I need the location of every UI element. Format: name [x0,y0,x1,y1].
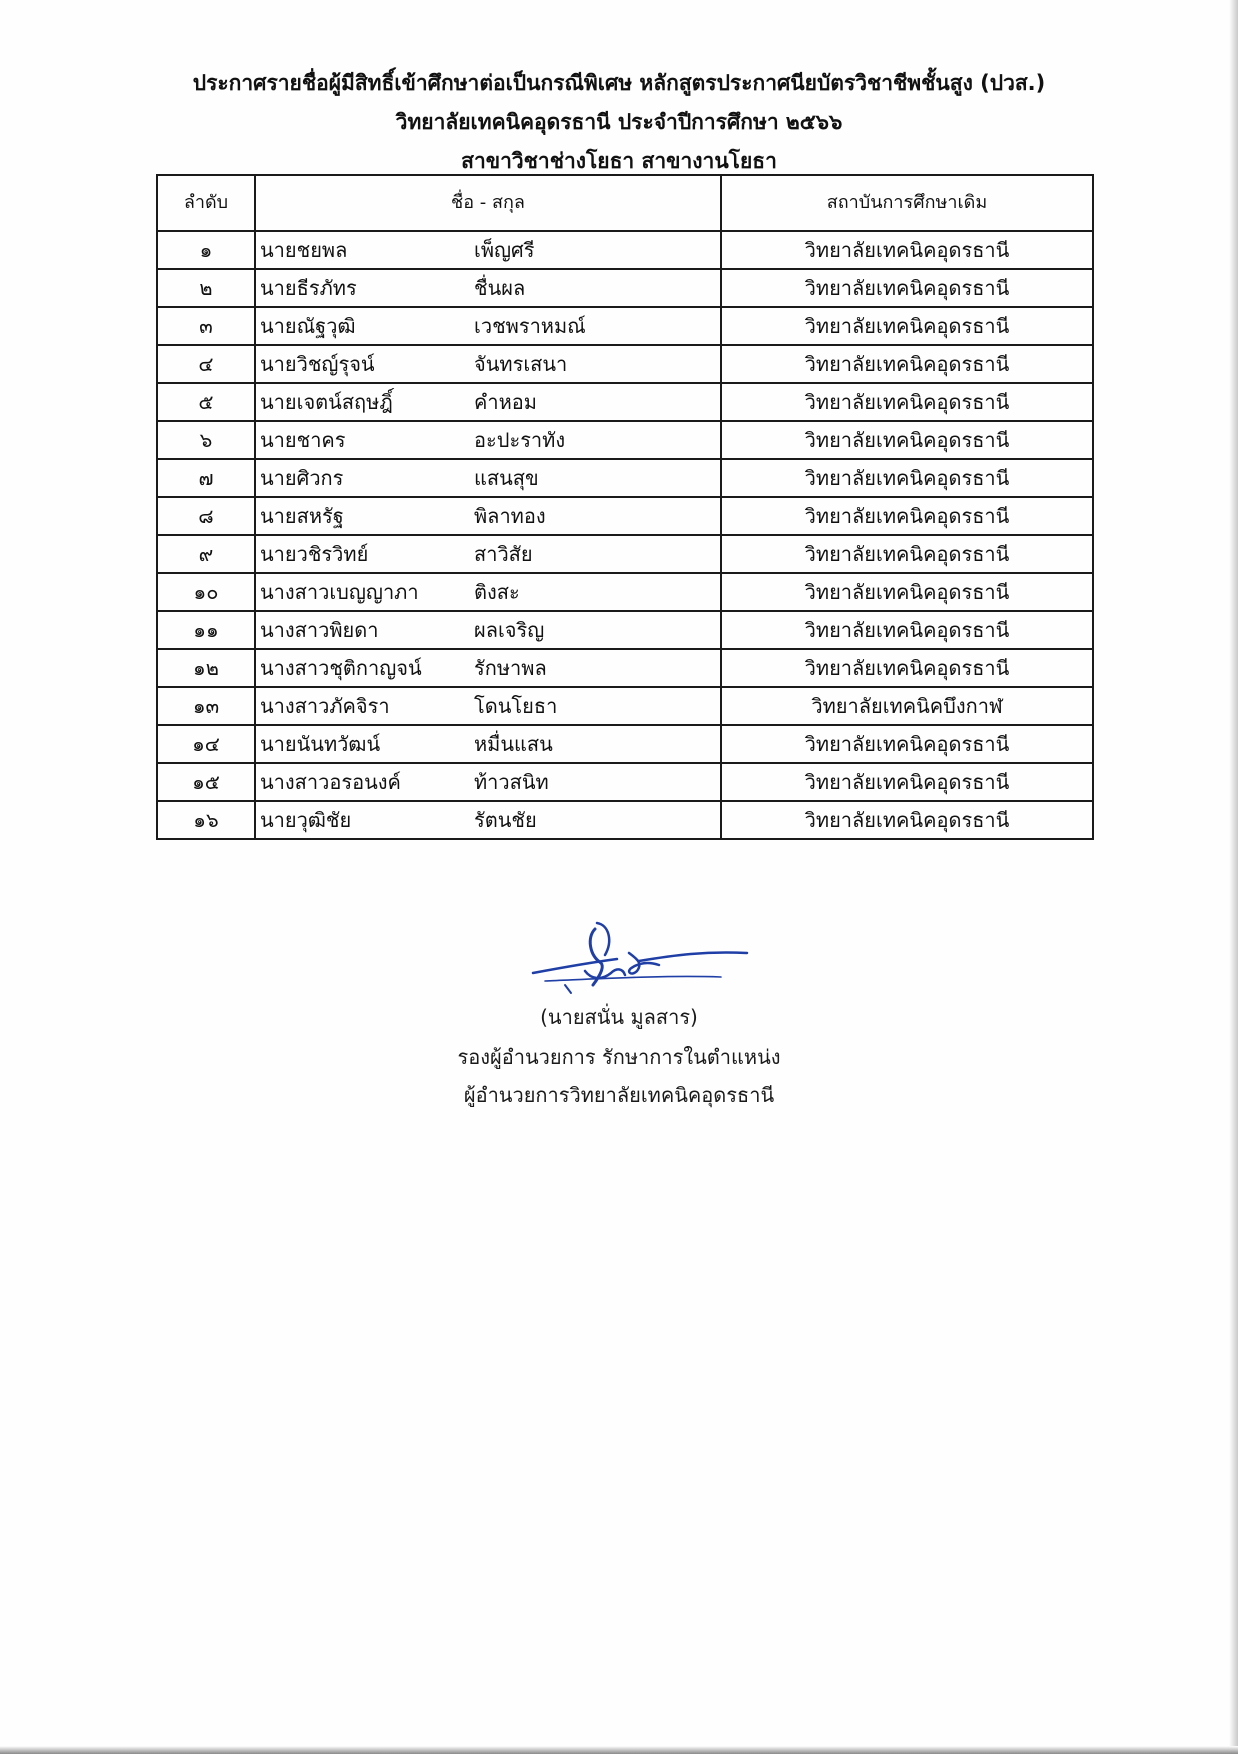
first-name: นายชาคร [260,428,346,452]
row-number: ๖ [157,421,255,459]
row-institution: วิทยาลัยเทคนิคอุดรธานี [721,269,1093,307]
row-number: ๑๒ [157,649,255,687]
row-institution: วิทยาลัยเทคนิคอุดรธานี [721,801,1093,839]
row-institution: วิทยาลัยเทคนิคอุดรธานี [721,649,1093,687]
row-number: ๑๔ [157,725,255,763]
row-number: ๕ [157,383,255,421]
last-name: เพ็ญศรี [474,238,535,262]
signature-image [525,915,755,1010]
last-name: ติงสะ [474,580,520,604]
column-header-number: ลำดับ [157,175,255,231]
table-row [157,763,1093,801]
first-name: นางสาวอรอนงค์ [260,770,401,794]
last-name: หมื่นแสน [474,732,553,756]
table-row [157,421,1093,459]
row-full-name [255,573,721,611]
last-name: โดนโยธา [474,694,558,718]
roster-table [156,174,1094,840]
first-name: นายวิชญ์รุจน์ [260,352,375,376]
first-name: นางสาวเบญญาภา [260,580,419,604]
page-edge-right [1229,0,1238,1754]
row-institution: วิทยาลัยเทคนิคอุดรธานี [721,611,1093,649]
table-row [157,231,1093,269]
row-full-name [255,725,721,763]
signatory-position-line2: ผู้อำนวยการวิทยาลัยเทคนิคอุดรธานี [463,1083,775,1107]
table-row [157,497,1093,535]
row-full-name [255,763,721,801]
row-number: ๒ [157,269,255,307]
last-name: รักษาพล [474,656,547,680]
table-row [157,307,1093,345]
row-institution: วิทยาลัยเทคนิคบึงกาฬ [721,687,1093,725]
row-full-name [255,345,721,383]
first-name: นายเจตน์สฤษฎิ์ [260,390,393,414]
first-name: นางสาวพิยดา [260,618,379,642]
row-institution: วิทยาลัยเทคนิคอุดรธานี [721,383,1093,421]
row-institution: วิทยาลัยเทคนิคอุดรธานี [721,307,1093,345]
first-name: นายวุฒิชัย [260,808,352,832]
last-name: ชื่นผล [474,276,526,300]
row-institution: วิทยาลัยเทคนิคอุดรธานี [721,763,1093,801]
table-row [157,687,1093,725]
first-name: นางสาวภัคจิรา [260,694,390,718]
row-full-name [255,307,721,345]
last-name: เวชพราหมณ์ [474,314,586,338]
first-name: นายชยพล [260,238,348,262]
column-header-name: ชื่อ - สกุล [255,175,721,231]
row-institution: วิทยาลัยเทคนิคอุดรธานี [721,459,1093,497]
row-number: ๗ [157,459,255,497]
announcement-program: สาขาวิชาช่างโยธา สาขางานโยธา [461,149,777,173]
row-institution: วิทยาลัยเทคนิคอุดรธานี [721,497,1093,535]
table-row [157,725,1093,763]
table-row [157,345,1093,383]
last-name: ผลเจริญ [474,618,545,642]
row-full-name [255,269,721,307]
row-institution: วิทยาลัยเทคนิคอุดรธานี [721,231,1093,269]
last-name: แสนสุข [474,466,539,490]
row-number: ๑๐ [157,573,255,611]
first-name: นางสาวชุติกาญจน์ [260,656,422,680]
row-number: ๑๖ [157,801,255,839]
table-row [157,459,1093,497]
last-name: ท้าวสนิท [474,770,549,794]
row-full-name [255,383,721,421]
row-full-name [255,231,721,269]
page-edge-bottom [0,1746,1238,1754]
first-name: นายนันทวัฒน์ [260,732,381,756]
table-row [157,573,1093,611]
announcement-subtitle: วิทยาลัยเทคนิคอุดรธานี ประจำปีการศึกษา ๒๕๖๖ [395,110,843,134]
row-full-name [255,459,721,497]
signatory-position-line1: รองผู้อำนวยการ รักษาการในตำแหน่ง [457,1045,781,1069]
row-number: ๑ [157,231,255,269]
signatory-name: (นายสนั่น มูลสาร) [540,1005,698,1029]
row-institution: วิทยาลัยเทคนิคอุดรธานี [721,421,1093,459]
first-name: นายศิวกร [260,466,344,490]
row-full-name [255,535,721,573]
last-name: พิลาทอง [474,504,546,528]
announcement-title: ประกาศรายชื่อผู้มีสิทธิ์เข้าศึกษาต่อเป็นกรณีพิเศษ หลักสูตรประกาศนียบัตรวิชาชีพชั้นสูง (ปวส.) [192,71,1046,95]
row-full-name [255,649,721,687]
table-row [157,801,1093,839]
row-number: ๔ [157,345,255,383]
roster-body [157,231,1093,839]
column-header-institution: สถาบันการศึกษาเดิม [721,175,1093,231]
table-row [157,611,1093,649]
row-number: ๑๕ [157,763,255,801]
table-row [157,535,1093,573]
row-number: ๘ [157,497,255,535]
row-full-name [255,687,721,725]
row-number: ๙ [157,535,255,573]
row-full-name [255,421,721,459]
table-row [157,383,1093,421]
row-full-name [255,801,721,839]
row-institution: วิทยาลัยเทคนิคอุดรธานี [721,345,1093,383]
first-name: นายธีรภัทร [260,276,357,300]
first-name: นายณัฐวุฒิ [260,314,356,338]
row-institution: วิทยาลัยเทคนิคอุดรธานี [721,535,1093,573]
row-institution: วิทยาลัยเทคนิคอุดรธานี [721,573,1093,611]
row-number: ๑๑ [157,611,255,649]
row-full-name [255,497,721,535]
row-number: ๓ [157,307,255,345]
row-full-name [255,611,721,649]
table-header-row [157,175,1093,231]
last-name: อะปะราทัง [474,428,566,452]
table-row [157,269,1093,307]
table-row [157,649,1093,687]
row-number: ๑๓ [157,687,255,725]
first-name: นายวชิรวิทย์ [260,542,369,566]
last-name: รัตนชัย [474,808,537,832]
last-name: จันทรเสนา [474,352,568,376]
row-institution: วิทยาลัยเทคนิคอุดรธานี [721,725,1093,763]
last-name: สาวิสัย [474,542,533,566]
first-name: นายสหรัฐ [260,504,344,528]
last-name: คำหอม [474,390,537,414]
